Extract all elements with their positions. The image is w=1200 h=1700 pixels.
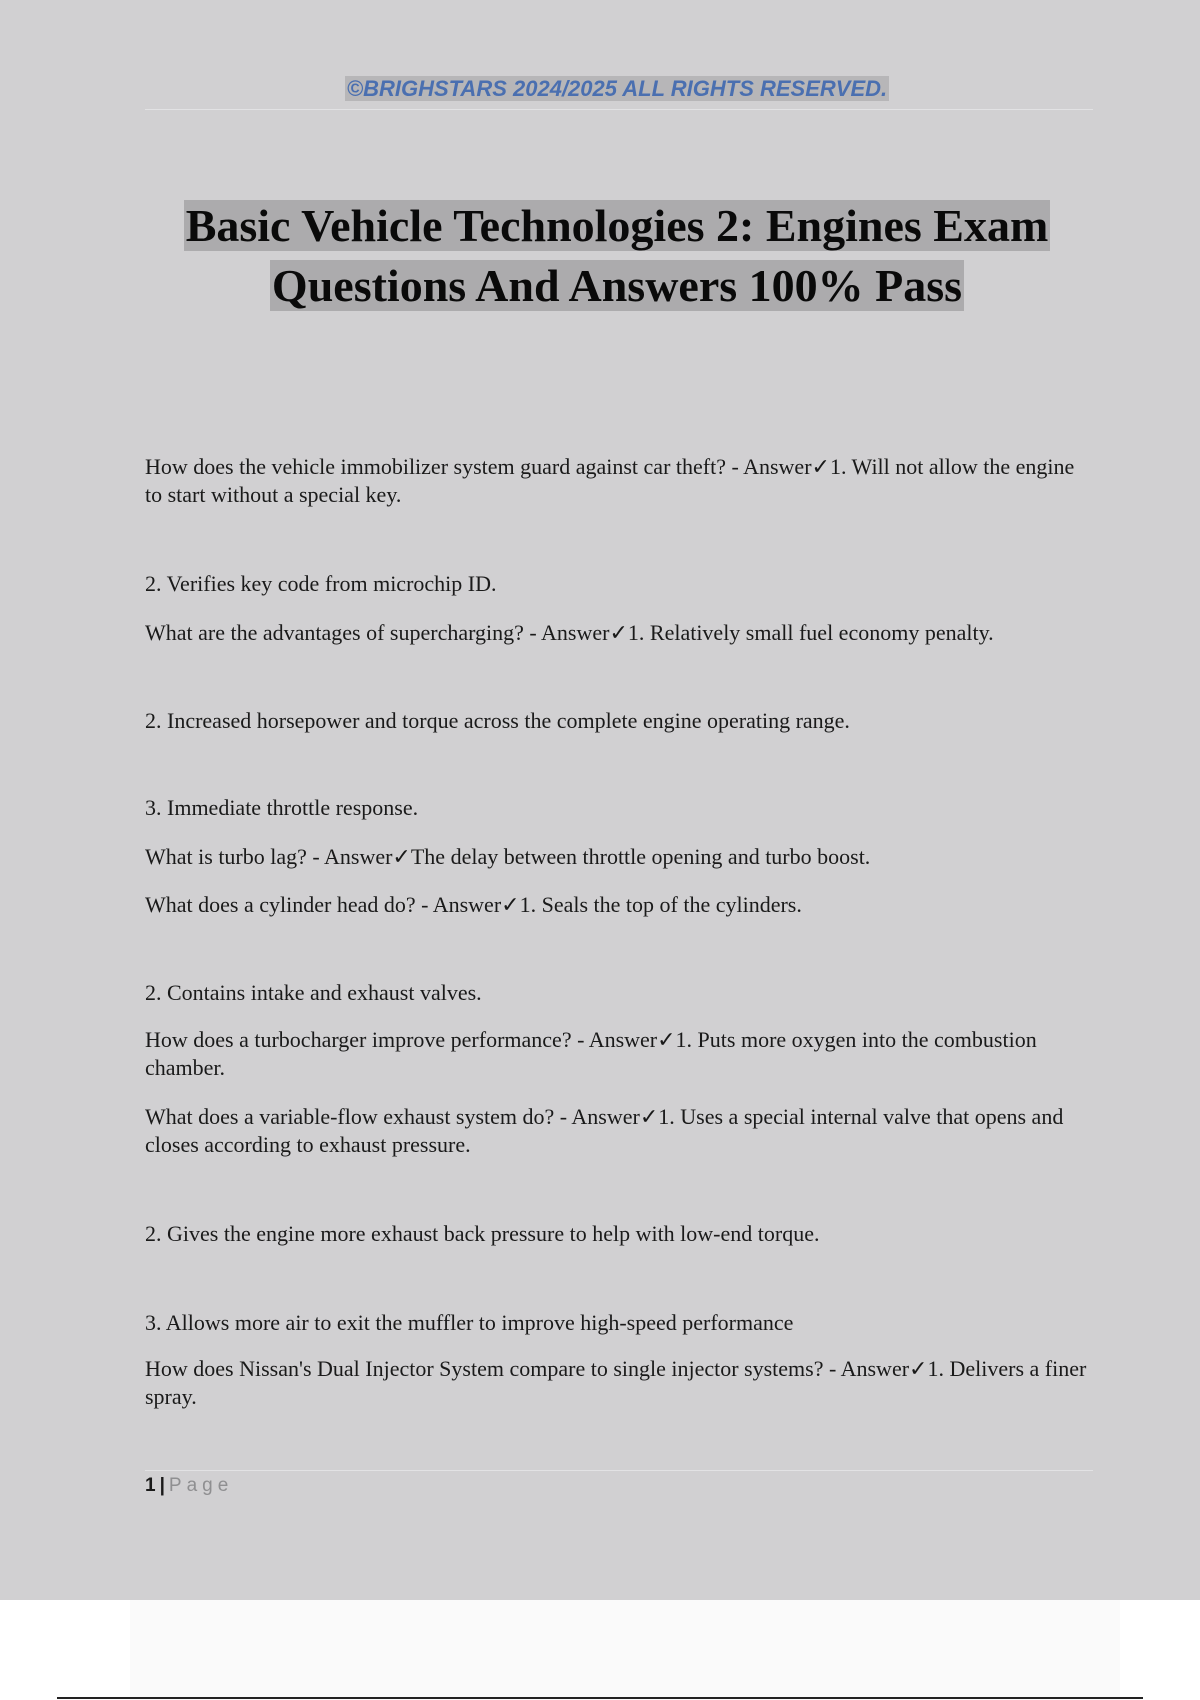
qa-line-6: What is turbo lag? - Answer✓The delay between throttle opening and turbo boost. bbox=[145, 844, 871, 869]
page-number: 1 bbox=[145, 1475, 156, 1496]
document-title: Basic Vehicle Technologies 2: Engines Exam Questions And Answers 100% Pass bbox=[185, 200, 1049, 311]
bottom-divider bbox=[57, 1697, 1143, 1699]
page-separator: | bbox=[159, 1475, 165, 1496]
qa-line-11: 2. Gives the engine more exhaust back pressure to help with low-end torque. bbox=[145, 1221, 820, 1246]
footer-divider bbox=[145, 1470, 1093, 1471]
qa-line-10: What does a variable-flow exhaust system do? - Answer✓1. Uses a special internal valve that opens and closes according to exhaust pressure. bbox=[145, 1104, 1064, 1157]
qa-line-7: What does a cylinder head do? - Answer✓1. Seals the top of the cylinders. bbox=[145, 892, 802, 917]
qa-line-4: 2. Increased horsepower and torque across the complete engine operating range. bbox=[145, 708, 850, 733]
qa-line-2: 2. Verifies key code from microchip ID. bbox=[145, 571, 497, 596]
qa-line-3: What are the advantages of supercharging? - Answer✓1. Relatively small fuel economy penalty. bbox=[145, 620, 994, 645]
page-number-footer bbox=[145, 1474, 233, 1498]
qa-line-9: How does a turbocharger improve performance? - Answer✓1. Puts more oxygen into the combustion chamber. bbox=[145, 1027, 1037, 1080]
header-divider bbox=[145, 109, 1093, 110]
page-label: Page bbox=[168, 1475, 234, 1496]
qa-line-8: 2. Contains intake and exhaust valves. bbox=[145, 980, 482, 1005]
qa-line-13: How does Nissan's Dual Injector System compare to single injector systems? - Answer✓1. Delivers a finer spray. bbox=[145, 1356, 1087, 1409]
qa-line-5: 3. Immediate throttle response. bbox=[145, 795, 419, 820]
next-page-preview bbox=[130, 1600, 1120, 1700]
qa-line-1: How does the vehicle immobilizer system guard against car theft? - Answer✓1. Will not allow the engine to start without a special key. bbox=[145, 454, 1075, 507]
copyright-header: ©BRIGHSTARS 2024/2025 ALL RIGHTS RESERVED. bbox=[346, 76, 888, 101]
qa-line-12: 3. Allows more air to exit the muffler to improve high-speed performance bbox=[145, 1310, 794, 1335]
